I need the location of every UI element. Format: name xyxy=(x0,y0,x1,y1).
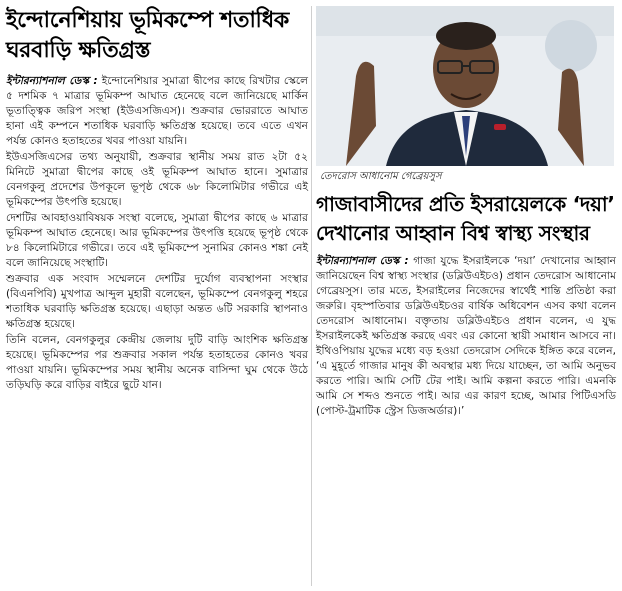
left-paragraph-3: দেশটির আবহাওয়াবিষয়ক সংস্থা বলেছে, সুমাত্রা দ্বীপের কাছে ৬ মাত্রার ভূমিকম্প আঘাত হেনেছে। আর ভূমিকম্পের উৎপত্তি হয়েছে ভূপৃষ্ঠ থেকে ৮৪ কিলোমিটারে গভীরে। তবে এই ভূমিকম্পে সুনামির কোনও শঙ্কা নেই বলে জানিয়েছে সংস্থাটি। xyxy=(6,212,308,269)
right-article-body xyxy=(316,254,616,419)
column-divider xyxy=(311,6,312,586)
left-dateline: ইন্টারন্যাশনাল ডেস্ক : xyxy=(6,75,98,87)
photo-caption: তেদরোস আধানোম গেব্রেয়সুস xyxy=(320,171,442,182)
news-photo xyxy=(316,6,614,166)
left-article xyxy=(6,0,308,394)
right-paragraph-1-text: গাজা যুদ্ধে ইসরাইলকে ‘দয়া’ দেখানোর আহ্বান জানিয়েছেন বিশ্ব স্বাস্থ্য সংস্থার (ডব্লিউএইচও) প্রধান তেদরোস আধানোম গেব্রেয়সুস। তার মতে, ইসরাইলের নিজেদের স্বার্থেই শান্তি প্রতিষ্ঠা করা জরুরি। বৃহস্পতিবার ডব্লিউএইচওর বার্ষিক অধিবেশন এসব কথা বলেন তেদরোস আধানোম। বক্তৃতায় ডব্লিউএইচও প্রধান বলেন, এ যুদ্ধ ইসরাইলকেই ক্ষতিগ্রস্ত করছে এবং এর কোনো স্থায়ী সমাধান আসবে না। ইথিওপিয়ায় যুদ্ধের মধ্যে বড় হওয়া তেদরোস সেদিকে ইঙ্গিত করে বলেন, ‘এ মুহূর্তে গাজার মানুষ কী অবস্থার মধ্য দিয়ে যাচ্ছেন, তা আমি অনুভব করতে পারি। আমি সেটি টের পাই। আমি কল্পনা করতে পারি। এমনকি আমি সে শব্দও শুনতে পাই। আর এর কারণ হচ্ছে, আমার পিটিএসডি (পোস্ট-ট্রমাটিক স্ট্রেস ডিজঅর্ডার)।’ xyxy=(316,255,616,417)
left-article-body xyxy=(6,74,308,393)
left-paragraph-2: ইউএসজিএসের তথ্য অনুযায়ী, শুক্রবার স্থানীয় সময় রাত ২টা ৫২ মিনিটে সুমাত্রা দ্বীপের কাছে ওই ভূমিকম্প আঘাত হানে। সুমাত্রার বেনগকুলু প্রদেশের উপকূলে ভূপৃষ্ঠ থেকে ৬৮ কিলোমিটার গভীরে এই ভূমিকম্পের উৎপত্তি হয়েছে। xyxy=(6,151,308,208)
left-paragraph-5: তিনি বলেন, বেনগকুলুর কেন্দ্রীয় জেলায় দুটি বাড়ি আংশিক ক্ষতিগ্রস্ত হয়েছে। ভূমিকম্পের পর শুক্রবার সকাল পর্যন্ত হতাহতের কোনও খবর পাওয়া যায়নি। ভূমিকম্পের সময় স্থানীয় অনেক বাসিন্দা ঘুম থেকে উঠে তড়িঘড়ি করে বাড়ির বাইরে ছুটে যান। xyxy=(6,334,308,391)
right-article xyxy=(316,0,616,420)
left-paragraph-1 xyxy=(6,74,308,149)
left-headline: ইন্দোনেশিয়ায় ভূমিকম্পে শতাধিক ঘরবাড়ি ক্ষতিগ্রস্ত xyxy=(6,8,289,63)
portrait-illustration xyxy=(316,6,614,166)
right-headline: গাজাবাসীদের প্রতি ইসরায়েলকে ‘দয়া’ দেখানোর আহ্বান বিশ্ব স্বাস্থ্য সংস্থার xyxy=(316,192,615,245)
hair xyxy=(436,22,496,50)
lapel-pin xyxy=(494,124,506,130)
left-paragraph-4: শুক্রবার এক সংবাদ সম্মেলনে দেশটির দুর্যোগ ব্যবস্থাপনা সংস্থার (বিএনপিবি) মুখপাত্র আব্দুল মুহারী বলেছেন, ভূমিকম্পে বেনগকুলু শহরে শতাধিক ঘরবাড়ি ক্ষতিগ্রস্ত হয়েছে। এছাড়া অন্তত ৬টি সরকারি স্থাপনাও ক্ষতিগ্রস্ত হয়েছে। xyxy=(6,273,308,330)
left-paragraph-1-text: ইন্দোনেশিয়ার সুমাত্রা দ্বীপের কাছে রিখটার স্কেলে ৫ দশমিক ৭ মাত্রার ভূমিকম্প আঘাত হেনেছে বলে জানিয়েছে মার্কিন ভূতাত্ত্বিক জরিপ সংস্থা (ইউএসজিএস)। শুক্রবার ভোররাতে আঘাত হানা এই কম্পনে শতাধিক ঘরবাড়ি ক্ষতিগ্রস্ত হয়েছে। তবে এতে এখন পর্যন্ত কোনও হতাহতের খবর পাওয়া যায়নি। xyxy=(6,75,308,147)
backdrop-emblem xyxy=(545,20,597,72)
right-dateline: ইন্টারন্যাশনাল ডেস্ক : xyxy=(316,255,409,267)
right-paragraph-1 xyxy=(316,254,616,419)
